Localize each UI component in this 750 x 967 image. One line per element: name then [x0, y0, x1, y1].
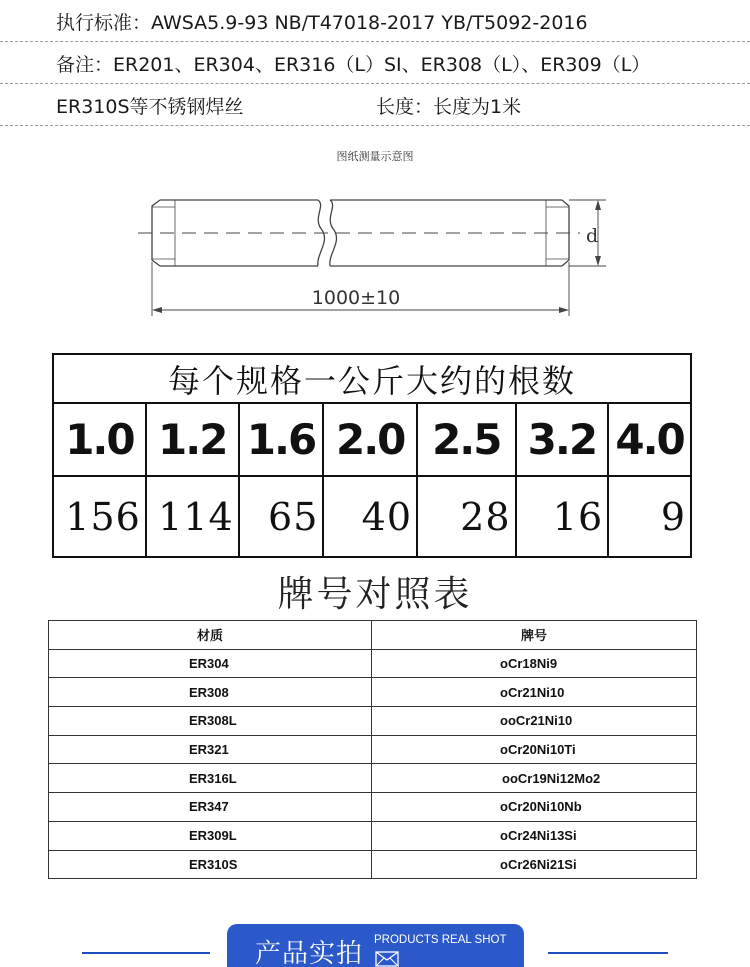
grade-cell: ooCr21Ni10 [372, 707, 697, 736]
size-cell: 2.5 [417, 403, 516, 476]
table-row [49, 735, 697, 764]
count-row [53, 476, 691, 557]
size-cell: 2.0 [323, 403, 417, 476]
table-row [49, 793, 697, 822]
size-cell: 1.2 [146, 403, 239, 476]
table-row [49, 764, 697, 793]
material-cell: ER310S [49, 850, 372, 879]
material-cell: ER321 [49, 735, 372, 764]
material-cell: ER308L [49, 707, 372, 736]
grade-cell: oCr18Ni9 [372, 649, 697, 678]
standard-text: 执行标准：AWSA5.9-93 NB/T47018-2017 YB/T5092-2016 [56, 12, 588, 34]
size-count-table [52, 353, 692, 558]
size-cell: 1.6 [239, 403, 324, 476]
table-header-row [49, 621, 697, 650]
grade-cell: oCr26Ni21Si [372, 850, 697, 879]
size-cell: 3.2 [516, 403, 609, 476]
grade-cell: oCr20Ni10Ti [372, 735, 697, 764]
remark-text: 备注：ER201、ER304、ER316（L）SI、ER308（L）、ER309（L） [56, 54, 651, 76]
grade-table-title: 牌号对照表 [277, 574, 473, 615]
wire-type-text: ER310S等不锈钢焊丝 [56, 96, 244, 118]
grade-comparison-table [48, 620, 697, 879]
rod-measurement-diagram [0, 170, 750, 330]
material-cell: ER316L [49, 764, 372, 793]
length-text: 长度：长度为1米 [376, 96, 522, 118]
mail-icon [375, 951, 399, 967]
material-cell: ER308 [49, 678, 372, 707]
section-banner [0, 918, 750, 967]
grade-header: 牌号 [372, 621, 697, 650]
material-cell: ER309L [49, 821, 372, 850]
banner-line-left [82, 952, 210, 954]
size-cell: 4.0 [608, 403, 691, 476]
banner-title-cn: 产品实拍 [255, 939, 364, 967]
material-header: 材质 [49, 621, 372, 650]
grade-cell: oCr21Ni10 [372, 678, 697, 707]
size-row [53, 403, 691, 476]
spec-standard [0, 4, 750, 42]
count-cell: 114 [146, 476, 239, 557]
grade-cell: ooCr19Ni12Mo2 [372, 764, 697, 793]
table-row [49, 821, 697, 850]
length-dimension-label: 1000±10 [311, 287, 401, 309]
banner-tag [227, 924, 524, 967]
banner-line-right [548, 952, 668, 954]
count-cell: 28 [417, 476, 516, 557]
diagram-title: 图纸测量示意图 [336, 150, 414, 163]
size-table-caption: 每个规格一公斤大约的根数 [53, 354, 691, 403]
banner-title-en: PRODUCTS REAL SHOT [374, 934, 507, 946]
count-cell: 16 [516, 476, 609, 557]
size-cell: 1.0 [53, 403, 146, 476]
material-cell: ER304 [49, 649, 372, 678]
rod-left-end [152, 200, 160, 266]
rod-break-right [330, 200, 337, 266]
spec-wire-length [0, 88, 750, 126]
count-cell: 9 [608, 476, 691, 557]
table-row [49, 850, 697, 879]
material-cell: ER347 [49, 793, 372, 822]
table-row [49, 678, 697, 707]
table-row [49, 649, 697, 678]
count-cell: 65 [239, 476, 324, 557]
count-cell: 156 [53, 476, 146, 557]
spec-remark [0, 46, 750, 84]
count-cell: 40 [323, 476, 417, 557]
diameter-label: d [586, 225, 599, 247]
grade-cell: oCr24Ni13Si [372, 821, 697, 850]
table-row [49, 707, 697, 736]
grade-cell: oCr20Ni10Nb [372, 793, 697, 822]
